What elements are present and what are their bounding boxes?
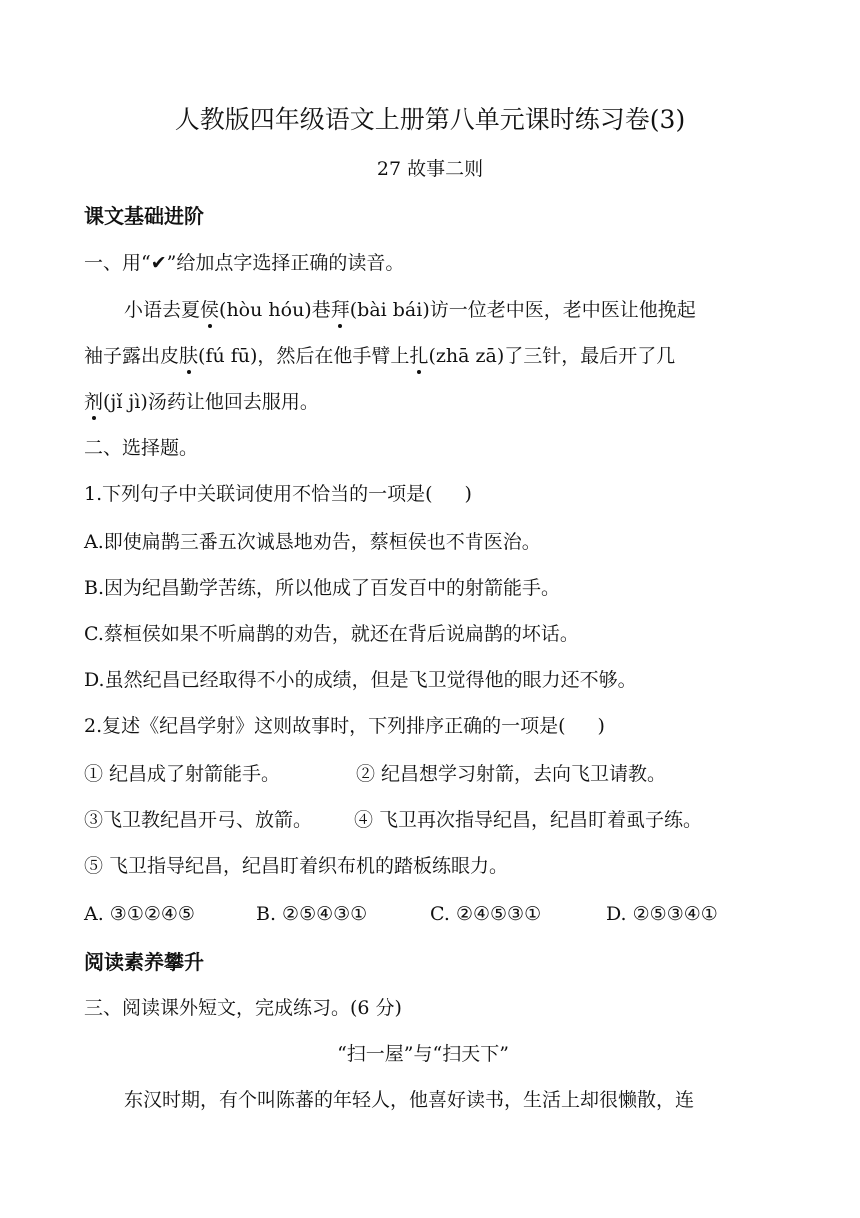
option-c: C.蔡桓侯如果不听扁鹊的劝告，就还在背后说扁鹊的坏话。 [84, 623, 579, 645]
question-3-heading: 三、阅读课外短文，完成练习。(6 分) [84, 997, 402, 1019]
dotted-char: 肤 [179, 345, 199, 367]
item-text: 1.下列句子中关联词使用不恰当的一项是( [84, 483, 433, 505]
checkmark-icon: ✔ [150, 252, 167, 274]
text-segment: (jǐ jì)汤药让他回去服用。 [103, 391, 319, 413]
sequence-step: ④ 飞卫再次指导纪昌，纪昌盯着虱子练。 [354, 809, 703, 831]
question-1-paragraph-line-3 [84, 390, 319, 414]
answer-option-a: A. ③①②④⑤ [84, 903, 195, 925]
question-1-heading [84, 251, 404, 275]
sequence-line-2 [84, 808, 703, 832]
passage-title: “扫一屋”与“扫天下” [337, 1043, 509, 1065]
sequence-step: ① 纪昌成了射箭能手。 [84, 763, 281, 785]
option-a: A.即使扁鹊三番五次诚恳地劝告，蔡桓侯也不肯医治。 [84, 531, 541, 553]
sequence-step: ② 纪昌想学习射箭，去向飞卫请教。 [356, 763, 667, 785]
section-heading-reading: 阅读素养攀升 [84, 950, 204, 974]
passage-paragraph-1: 东汉时期，有个叫陈蕃的年轻人，他喜好读书，生活上却很懒散，连 [124, 1089, 695, 1111]
page-title: 人教版四年级语文上册第八单元课时练习卷(3) [174, 105, 686, 134]
dotted-char: 侯 [200, 299, 220, 321]
answer-option-b: B. ②⑤④③① [256, 903, 368, 925]
question-1-heading-prefix: 一、用“ [84, 252, 151, 274]
section-heading-basic: 课文基础进阶 [84, 204, 204, 228]
option-d: D.虽然纪昌已经取得不小的成绩，但是飞卫觉得他的眼力还不够。 [84, 669, 637, 691]
sequence-line-1 [84, 762, 667, 786]
text-segment: (zhā zā)了三针，最后开了几 [428, 345, 676, 367]
item-text: 2.复述《纪昌学射》这则故事时，下列排序正确的一项是( [84, 715, 566, 737]
sequence-line-3: ⑤ 飞卫指导纪昌，纪昌盯着织布机的踏板练眼力。 [84, 855, 509, 877]
dotted-char: 剂 [84, 391, 104, 413]
text-segment: 小语去夏 [124, 299, 201, 321]
answer-option-d: D. ②⑤③④① [606, 903, 718, 925]
text-segment: (fú fū)，然后在他手臂上 [198, 345, 410, 367]
text-segment: 袖子露出皮 [84, 345, 180, 367]
page-subtitle: 27 故事二则 [376, 158, 484, 180]
dotted-char: 扎 [409, 345, 429, 367]
item-text: ) [464, 483, 472, 505]
text-segment: (hòu hóu)巷 [219, 299, 331, 321]
text-segment: (bài bái)访一位老中医，老中医让他挽起 [349, 299, 696, 321]
question-2-heading: 二、选择题。 [84, 437, 199, 459]
answer-option-c: C. ②④⑤③① [430, 903, 542, 925]
question-1-heading-suffix: ”给加点字选择正确的读音。 [166, 252, 405, 274]
sequence-step: ③飞卫教纪昌开弓、放箭。 [84, 809, 313, 831]
item-text: ) [597, 715, 605, 737]
question-1-paragraph-line-1 [124, 298, 696, 322]
option-b: B.因为纪昌勤学苦练，所以他成了百发百中的射箭能手。 [84, 577, 561, 599]
question-1-paragraph-line-2 [84, 344, 675, 368]
question-2-item-2 [84, 714, 605, 738]
dotted-char: 拜 [330, 299, 350, 321]
question-2-item-1 [84, 482, 472, 506]
